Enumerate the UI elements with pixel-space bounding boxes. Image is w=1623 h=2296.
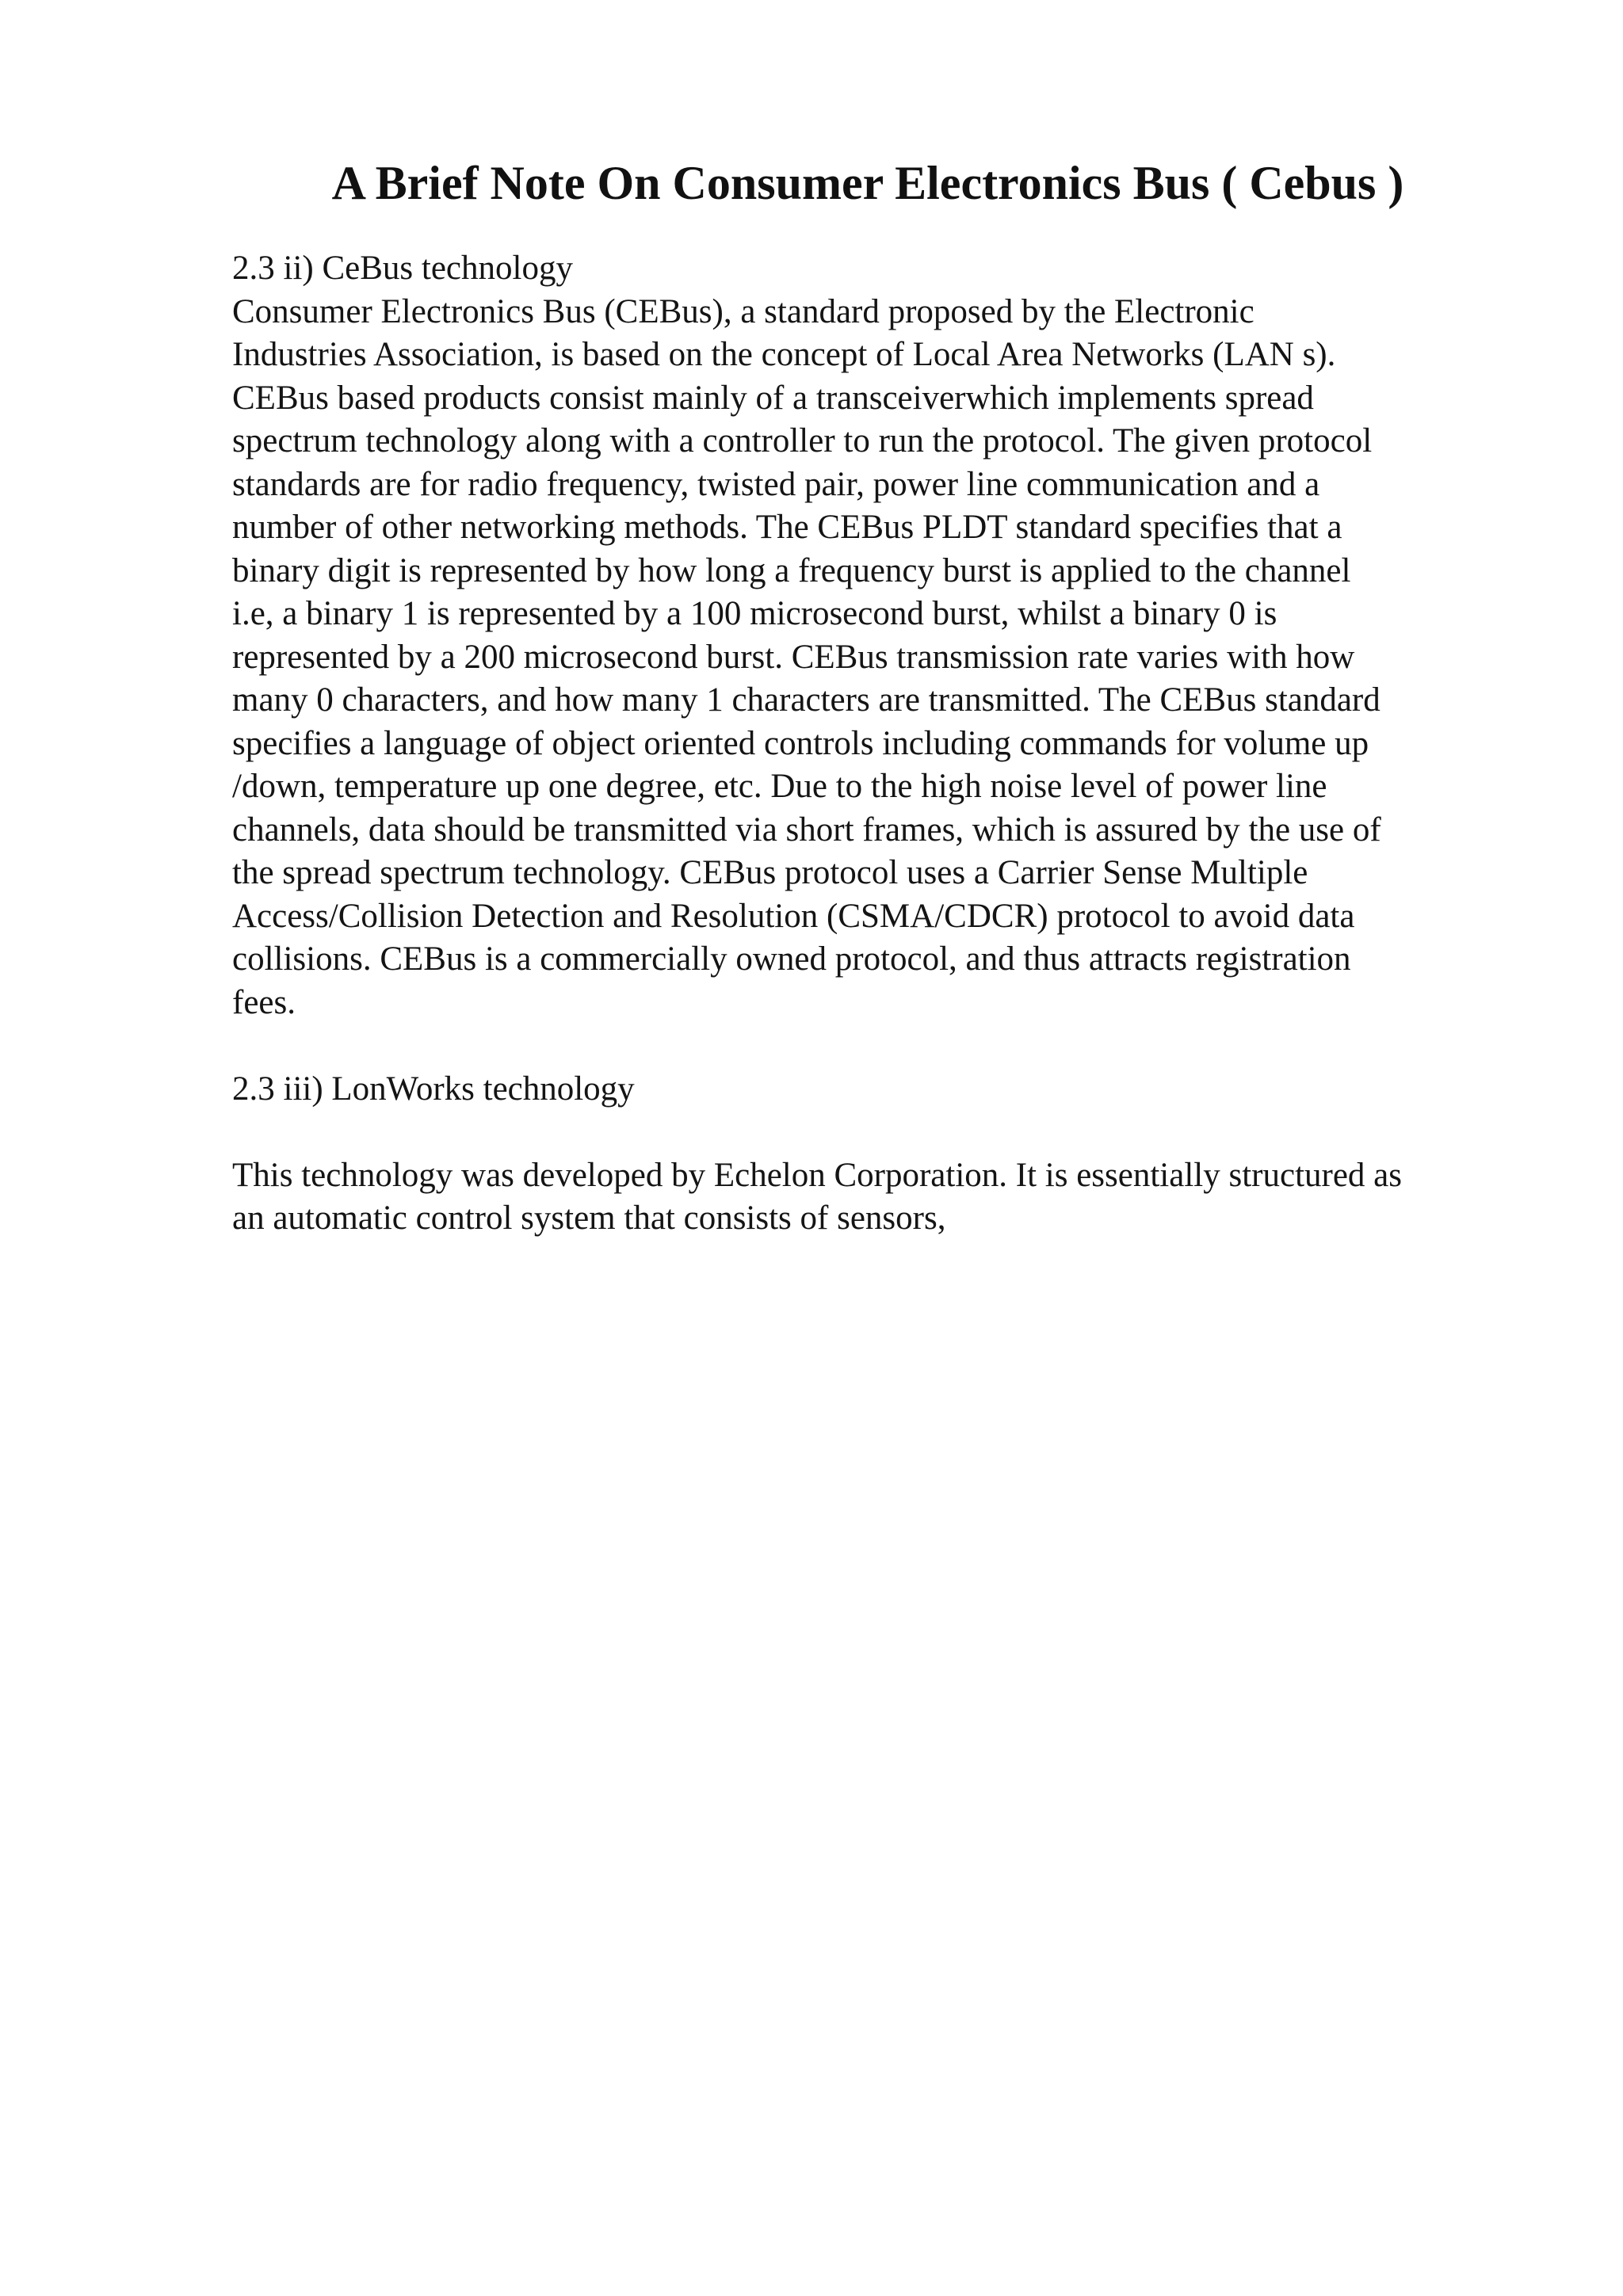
paragraph-line: standards are for radio frequency, twisted pair, power line communication and a: [232, 465, 1320, 503]
paragraph-line: number of other networking methods. The CEBus PLDT standard specifies that a: [232, 509, 1342, 546]
paragraph-line: binary digit is represented by how long a frequency burst is applied to the channel: [232, 551, 1351, 589]
paragraph-line: Industries Association, is based on the concept of Local Area Networks (LAN s).: [232, 336, 1336, 373]
paragraph-line: CEBus based products consist mainly of a transceiverwhich implements spread: [232, 379, 1314, 417]
document-body: [232, 247, 1516, 1241]
paragraph-spacer: [232, 1024, 1516, 1068]
section-cebus: [232, 247, 1516, 1024]
paragraph-line: /down, temperature up one degree, etc. Due to the high noise level of power line: [232, 768, 1327, 805]
paragraph-line: channels, data should be transmitted via short frames, which is assured by the use of: [232, 810, 1381, 849]
paragraph-line: the spread spectrum technology. CEBus protocol uses a Carrier Sense Multiple: [232, 854, 1308, 891]
paragraph-line: i.e, a binary 1 is represented by a 100 microsecond burst, whilst a binary 0 is: [232, 595, 1277, 632]
section-lonworks: [232, 1068, 1516, 1241]
document-title: A Brief Note On Consumer Electronics Bus ( Cebus ): [331, 157, 1404, 209]
paragraph-line: Access/Collision Detection and Resolution (CSMA/CDCR) protocol to avoid data: [232, 897, 1355, 935]
paragraph-line: spectrum technology along with a controller to run the protocol. The given protocol: [232, 422, 1373, 460]
paragraph-line: This technology was developed by Echelon Corporation. It is essentially structured as: [232, 1156, 1402, 1194]
section-heading: 2.3 iii) LonWorks technology: [232, 1070, 635, 1108]
paragraph-line: an automatic control system that consists of sensors,: [232, 1199, 946, 1237]
paragraph-line: Consumer Electronics Bus (CEBus), a standard proposed by the Electronic: [232, 292, 1254, 330]
paragraph-spacer: [232, 1111, 1516, 1154]
paragraph-line: many 0 characters, and how many 1 characters are transmitted. The CEBus standard: [232, 681, 1381, 719]
paragraph-line: represented by a 200 microsecond burst. CEBus transmission rate varies with how: [232, 638, 1355, 676]
paragraph-line: collisions. CEBus is a commercially owned protocol, and thus attracts registration: [232, 940, 1351, 978]
paragraph-line: fees.: [232, 983, 296, 1021]
paragraph-line: specifies a language of object oriented controls including commands for volume up: [232, 724, 1369, 762]
section-heading: 2.3 ii) CeBus technology: [232, 250, 573, 287]
